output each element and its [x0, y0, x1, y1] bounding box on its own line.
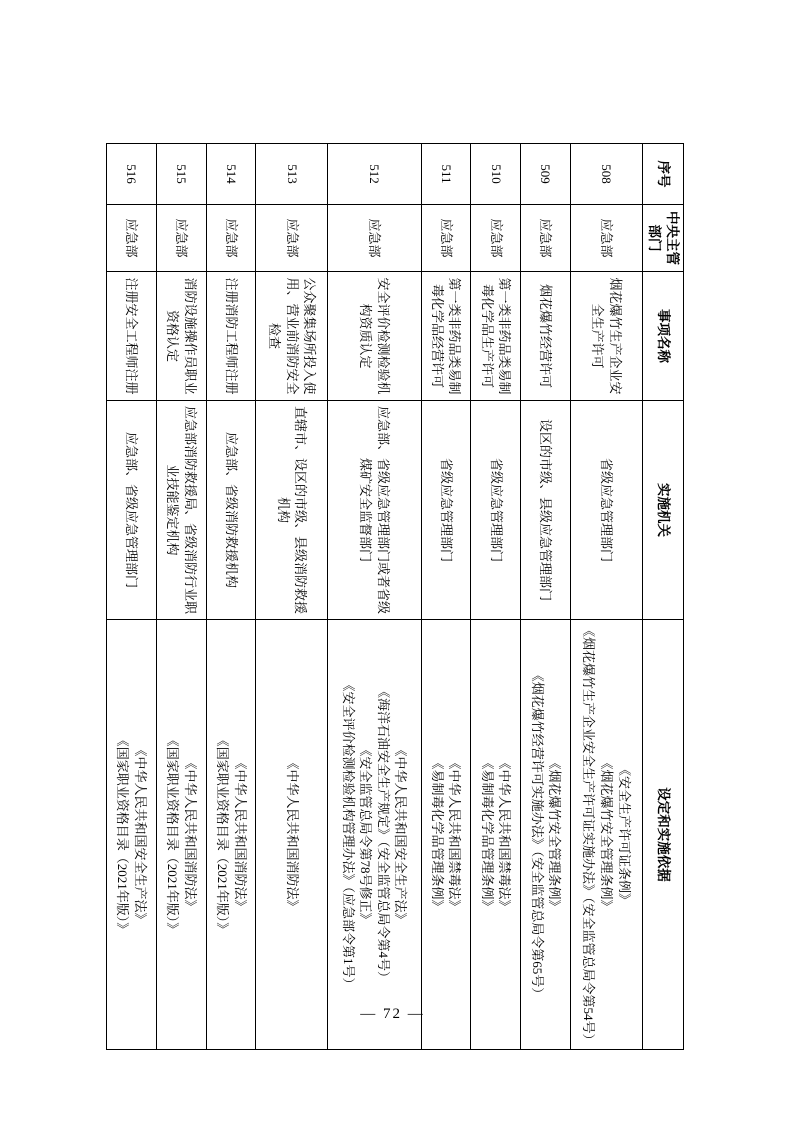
basis-line: 《易制毒化学品管理条例》	[429, 756, 445, 913]
basis-line: 《国家职业资格目录（2021年版）》	[115, 733, 131, 936]
table-row	[328, 144, 421, 1050]
cell-basis	[107, 620, 157, 1050]
cell-item: 烟花爆竹生产企业安全生产许可	[570, 272, 642, 401]
basis-line: 《安全评价检测检验机构管理办法》（应急部令第1号）	[340, 678, 356, 991]
cell-item: 烟花爆竹经营许可	[521, 272, 571, 401]
basis-line: 《烟花爆竹生产企业安全生产许可证实施办法》（安全监管总局令第54号）	[581, 624, 597, 1047]
cell-basis	[471, 620, 521, 1050]
cell-dept: 应急部	[328, 205, 421, 272]
permit-table	[106, 143, 684, 1050]
column-header-basis: 设定和实施依据	[642, 620, 683, 1050]
basis-line: 《中华人民共和国安全生产法》	[393, 743, 409, 926]
column-header-item: 事项名称	[642, 272, 683, 401]
table-row	[206, 144, 256, 1050]
table-header-row	[642, 144, 683, 1050]
cell-dept: 应急部	[156, 205, 206, 272]
cell-org: 直辖市、设区的市级、县级消防救援机构	[256, 401, 328, 620]
cell-no: 509	[521, 144, 571, 205]
basis-line: 《易制毒化学品管理条例》	[479, 756, 495, 913]
cell-no: 514	[206, 144, 256, 205]
table-row	[156, 144, 206, 1050]
cell-no: 513	[256, 144, 328, 205]
cell-basis	[421, 620, 471, 1050]
basis-line: 《海洋石油安全生产规定》（安全监管总局令第4号）	[375, 684, 391, 984]
cell-item: 公众聚集场所投入使用、营业前消防安全检查	[256, 272, 328, 401]
table-row	[107, 144, 157, 1050]
cell-item: 第一类非药品类易制毒化学品经营许可	[421, 272, 471, 401]
basis-line: 《烟花爆竹安全管理条例》	[599, 756, 615, 913]
table-row	[570, 144, 642, 1050]
cell-basis	[156, 620, 206, 1050]
column-header-dept: 中央主管部门	[642, 205, 683, 272]
cell-org: 设区的市级、县级应急管理部门	[521, 401, 571, 620]
cell-org: 省级应急管理部门	[421, 401, 471, 620]
cell-org: 应急部消防救援局、省级消防行业职业技能鉴定机构	[156, 401, 206, 620]
basis-line: 《烟花爆竹经营许可实施办法》（安全监管总局令第65号）	[529, 668, 545, 1001]
basis-line: 《中华人民共和国禁毒法》	[447, 756, 463, 913]
cell-org: 省级应急管理部门	[471, 401, 521, 620]
cell-dept: 应急部	[471, 205, 521, 272]
basis-line: 《中华人民共和国消防法》	[232, 756, 248, 913]
cell-no: 510	[471, 144, 521, 205]
basis-line: 《中华人民共和国安全生产法》	[132, 743, 148, 926]
basis-line: 《烟花爆竹安全管理条例》	[547, 756, 563, 913]
basis-line: 《中华人民共和国消防法》	[284, 756, 300, 913]
cell-basis	[206, 620, 256, 1050]
cell-dept: 应急部	[107, 205, 157, 272]
cell-item: 消防设施操作员职业资格认定	[156, 272, 206, 401]
basis-line: 《中华人民共和国禁毒法》	[497, 756, 513, 913]
cell-basis	[256, 620, 328, 1050]
cell-no: 512	[328, 144, 421, 205]
cell-org: 应急部、省级应急管理部门	[107, 401, 157, 620]
cell-dept: 应急部	[421, 205, 471, 272]
table-row	[471, 144, 521, 1050]
table-body	[107, 144, 643, 1050]
basis-line: 《中华人民共和国消防法》	[182, 756, 198, 913]
table-row	[521, 144, 571, 1050]
cell-item: 安全评价检测检验机构资质认定	[328, 272, 421, 401]
cell-dept: 应急部	[521, 205, 571, 272]
cell-no: 511	[421, 144, 471, 205]
column-header-no: 序号	[642, 144, 683, 205]
cell-item: 注册消防工程师注册	[206, 272, 256, 401]
cell-item: 注册安全工程师注册	[107, 272, 157, 401]
cell-org: 省级应急管理部门	[570, 401, 642, 620]
page-number: — 72 —	[360, 1006, 425, 1022]
cell-dept: 应急部	[206, 205, 256, 272]
cell-no: 516	[107, 144, 157, 205]
cell-basis	[570, 620, 642, 1050]
basis-line: 《国家职业资格目录（2021年版）》	[215, 733, 231, 936]
cell-no: 515	[156, 144, 206, 205]
cell-basis	[521, 620, 571, 1050]
cell-org: 应急部、省级消防救援机构	[206, 401, 256, 620]
cell-no: 508	[570, 144, 642, 205]
basis-line: 《安全监管总局令第78号修正》	[358, 743, 374, 926]
table-row	[421, 144, 471, 1050]
cell-dept: 应急部	[570, 205, 642, 272]
cell-org: 应急部、省级应急管理部门或者省级煤矿安全监督部门	[328, 401, 421, 620]
cell-item: 第一类非药品类易制毒化学品生产许可	[471, 272, 521, 401]
basis-line: 《国家职业资格目录（2021年版）》	[165, 733, 181, 936]
cell-basis	[328, 620, 421, 1050]
basis-line: 《安全生产许可证条例》	[616, 762, 632, 906]
column-header-org: 实施机关	[642, 401, 683, 620]
table-row	[256, 144, 328, 1050]
cell-dept: 应急部	[256, 205, 328, 272]
